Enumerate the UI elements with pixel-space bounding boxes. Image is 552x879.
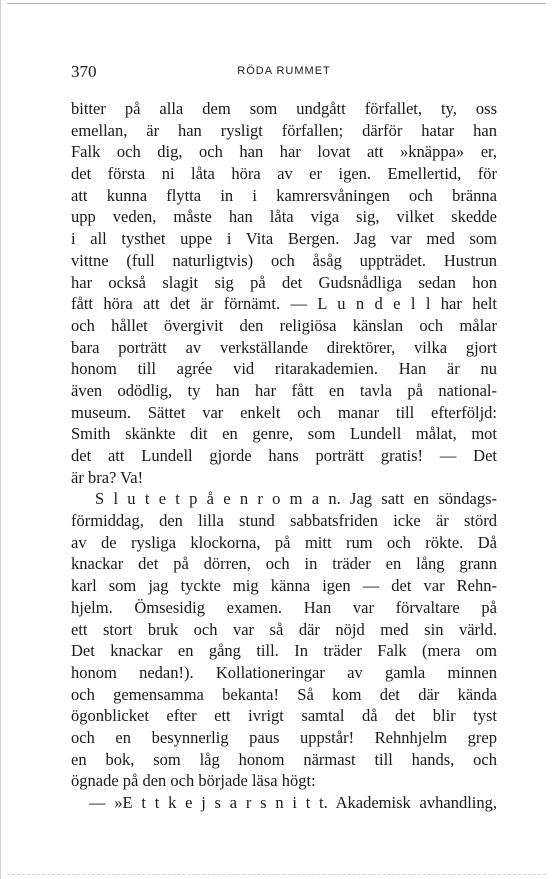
text-line: Smith skänkte dit en genre, som Lundell målat, mot <box>71 424 497 444</box>
text-line: vittne (full naturligtvis) och åsåg uppträdet. Hustrun <box>71 250 497 270</box>
text-line: S l u t e t p å e n r o m a n. Jag satt en söndags- <box>95 489 497 509</box>
text-line: Det knackar en gång till. In träder Falk (mera om <box>71 641 497 661</box>
text-line: honom nedan!). Kollationeringar av gamla minnen <box>71 662 497 682</box>
text-line: bitter på alla dem som undgått förfallet, ty, oss <box>71 99 497 118</box>
text-line: ögonblicket efter ett ivrigt samtal då det blir tyst <box>71 706 497 726</box>
text-line: att kunna flytta in i kamrersvåningen och bränna <box>71 185 497 205</box>
text-line: bara porträtt av verkställande direktörer, vilka gjort <box>71 337 497 357</box>
text-line: en bok, som låg honom närmast till hands, och <box>71 749 497 769</box>
text-line: det första ni låta höra av er igen. Emellertid, för <box>71 164 497 184</box>
text-line: av de rysliga klockorna, på mitt rum och rökte. Då <box>71 532 497 552</box>
text-line: förmiddag, den lilla stund sabbatsfriden icke är störd <box>71 511 497 531</box>
text-line: — »E t t k e j s a r s n i t t. Akademisk avhandling, <box>89 793 497 812</box>
text-line: och gemensamma bekanta! Så kom det där kända <box>71 684 497 704</box>
text-line: ett stort bruk och var så där nöjd med sin värld. <box>71 619 497 639</box>
text-line: emellan, är han rysligt förfallen; därför hatar han <box>71 120 497 140</box>
text-line: även odödlig, ty han har fått en tavla på national- <box>71 380 497 400</box>
text-line: knackar det på dörren, och in träder en lång grann <box>71 554 497 574</box>
top-edge-rule <box>7 3 546 4</box>
text-line: har också slagit sig på det Gudsnådliga sedan hon <box>71 272 497 292</box>
bottom-edge-rule <box>7 874 546 875</box>
text-line: upp veden, måste han låta viga sig, vilket skedde <box>71 207 497 227</box>
body-text <box>71 98 497 814</box>
text-line: är bra? Va! <box>71 467 144 487</box>
text-line: hjelm. Ömsesidig examen. Han var förvaltare på <box>71 597 497 617</box>
text-line: Falk och dig, och han har lovat att »knäppa» er, <box>71 142 497 162</box>
text-line: i all tysthet uppe i Vita Bergen. Jag var med som <box>71 229 497 249</box>
text-line: honom till agrée vid ritarakademien. Han är nu <box>71 359 497 379</box>
text-line: det att Lundell gjorde hans porträtt gratis! — Det <box>71 446 497 465</box>
text-line: karl som jag tyckte mig känna igen — det var Rehn- <box>71 576 497 596</box>
running-title: RÖDA RUMMET <box>237 65 331 77</box>
text-line: och en besynnerlig paus uppstår! Rehnhjelm grep <box>71 727 497 747</box>
text-line: och hållet övergivit den religiösa känslan och målar <box>71 315 497 335</box>
page-number: 370 <box>71 62 97 81</box>
text-line: museum. Sättet var enkelt och manar till efterföljd: <box>71 402 497 422</box>
text-line: fått höra att det är förnämt. — L u n d e l l har helt <box>71 294 497 314</box>
text-line: ögnade på den och började läsa högt: <box>71 771 316 791</box>
page-header <box>71 62 497 84</box>
